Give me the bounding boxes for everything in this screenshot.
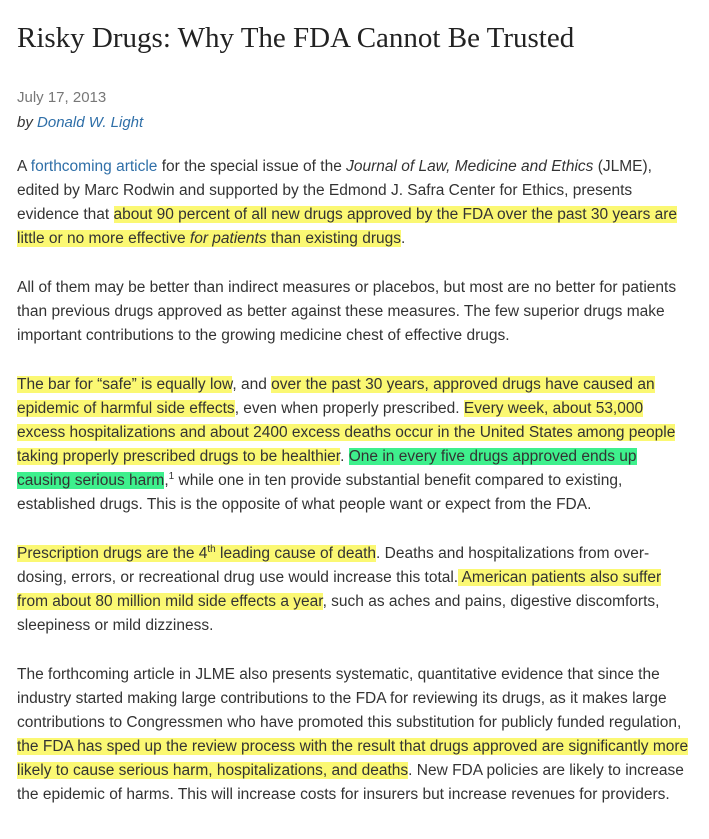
paragraph-3 — [17, 373, 692, 517]
p1-text-2: for the special issue of the — [157, 158, 347, 175]
paragraph-4 — [17, 542, 692, 638]
journal-name: Journal of Law, Medicine and Ethics — [346, 158, 594, 175]
highlight-cause-of-death-text: Prescription drugs are the 4 — [17, 545, 208, 562]
p5-text-2: . New FDA policies are likely to increase the epidemic of harms. This will increase costs for insurers but increase revenues for providers. — [17, 762, 684, 803]
highlight-effectiveness-end: than existing drugs — [266, 230, 401, 247]
p1-text-4: . — [401, 230, 406, 247]
highlight-effectiveness-emphasis: for patients — [189, 230, 267, 247]
p3-text-3: . — [340, 448, 349, 465]
paragraph-2: All of them may be better than indirect measures or placebos, but most are no better for patients than previous drugs approved as better against these measures. The few superior drugs make important contributions to the growing medicine chest of effective drugs. — [17, 279, 677, 344]
highlight-safe-bar: The bar for “safe” is equally low — [17, 376, 233, 393]
highlight-review-process: the FDA has sped up the review process with the result that drugs approved are significantly more likely to cause serious harm, hospitalizations, and deaths — [17, 738, 689, 779]
byline — [17, 113, 692, 133]
p4-text-1: . Deaths and hospitalizations from over-dosing, errors, or recreational drug use would increase this total. — [17, 545, 650, 586]
highlight-cause-of-death-end: leading cause of death — [215, 545, 377, 562]
forthcoming-article-link[interactable]: forthcoming article — [30, 158, 158, 175]
paragraph-1 — [17, 155, 692, 251]
p1-text-3: (JLME), edited by Marc Rodwin and supported by the Edmond J. Safra Center for Ethics, presents evidence that — [17, 158, 652, 223]
highlight-weekly-harm: Every week, about 53,000 excess hospitalizations and about 2400 excess deaths occur in the United States among people taking properly prescribed drugs to be healthier — [17, 400, 676, 465]
p3-text-1: , and — [232, 376, 272, 393]
p3-text-5: while one in ten provide substantial benefit compared to existing, established drugs. This is the opposite of what people want or expect from the FDA. — [17, 472, 623, 513]
highlight-effectiveness — [17, 206, 677, 247]
footnote-1[interactable]: 1 — [168, 470, 175, 482]
byline-prefix: by — [17, 114, 38, 131]
article-date: July 17, 2013 — [17, 89, 107, 106]
article-title: Risky Drugs: Why The FDA Cannot Be Trusted — [17, 22, 575, 54]
highlight-mild-side-effects: American patients also suffer from about 80 million mild side effects a year — [17, 569, 662, 610]
p3-text-2: , even when properly prescribed. — [234, 400, 464, 417]
author-link[interactable]: Donald W. Light — [37, 114, 144, 131]
highlight-serious-harm: One in every five drugs approved ends up causing serious harm — [17, 448, 637, 489]
highlight-cause-of-death — [17, 545, 376, 562]
p1-text-1: A — [17, 158, 31, 175]
p4-text-2: , such as aches and pains, digestive discomforts, sleepiness or mild dizziness. — [17, 593, 660, 634]
highlight-side-effects: over the past 30 years, approved drugs have caused an epidemic of harmful side effects — [17, 376, 655, 417]
p3-text-4: , — [164, 472, 169, 489]
ordinal-suffix: th — [207, 543, 216, 555]
highlight-effectiveness-text: about 90 percent of all new drugs approved by the FDA over the past 30 years are little or no more effective — [17, 206, 678, 247]
p5-text-1: The forthcoming article in JLME also presents systematic, quantitative evidence that since the industry started making large contributions to the FDA for reviewing its drugs, as it makes large contributions to Congressmen who have promoted this substitution for publicly funded regulation, — [17, 666, 682, 731]
paragraph-5 — [17, 663, 692, 807]
